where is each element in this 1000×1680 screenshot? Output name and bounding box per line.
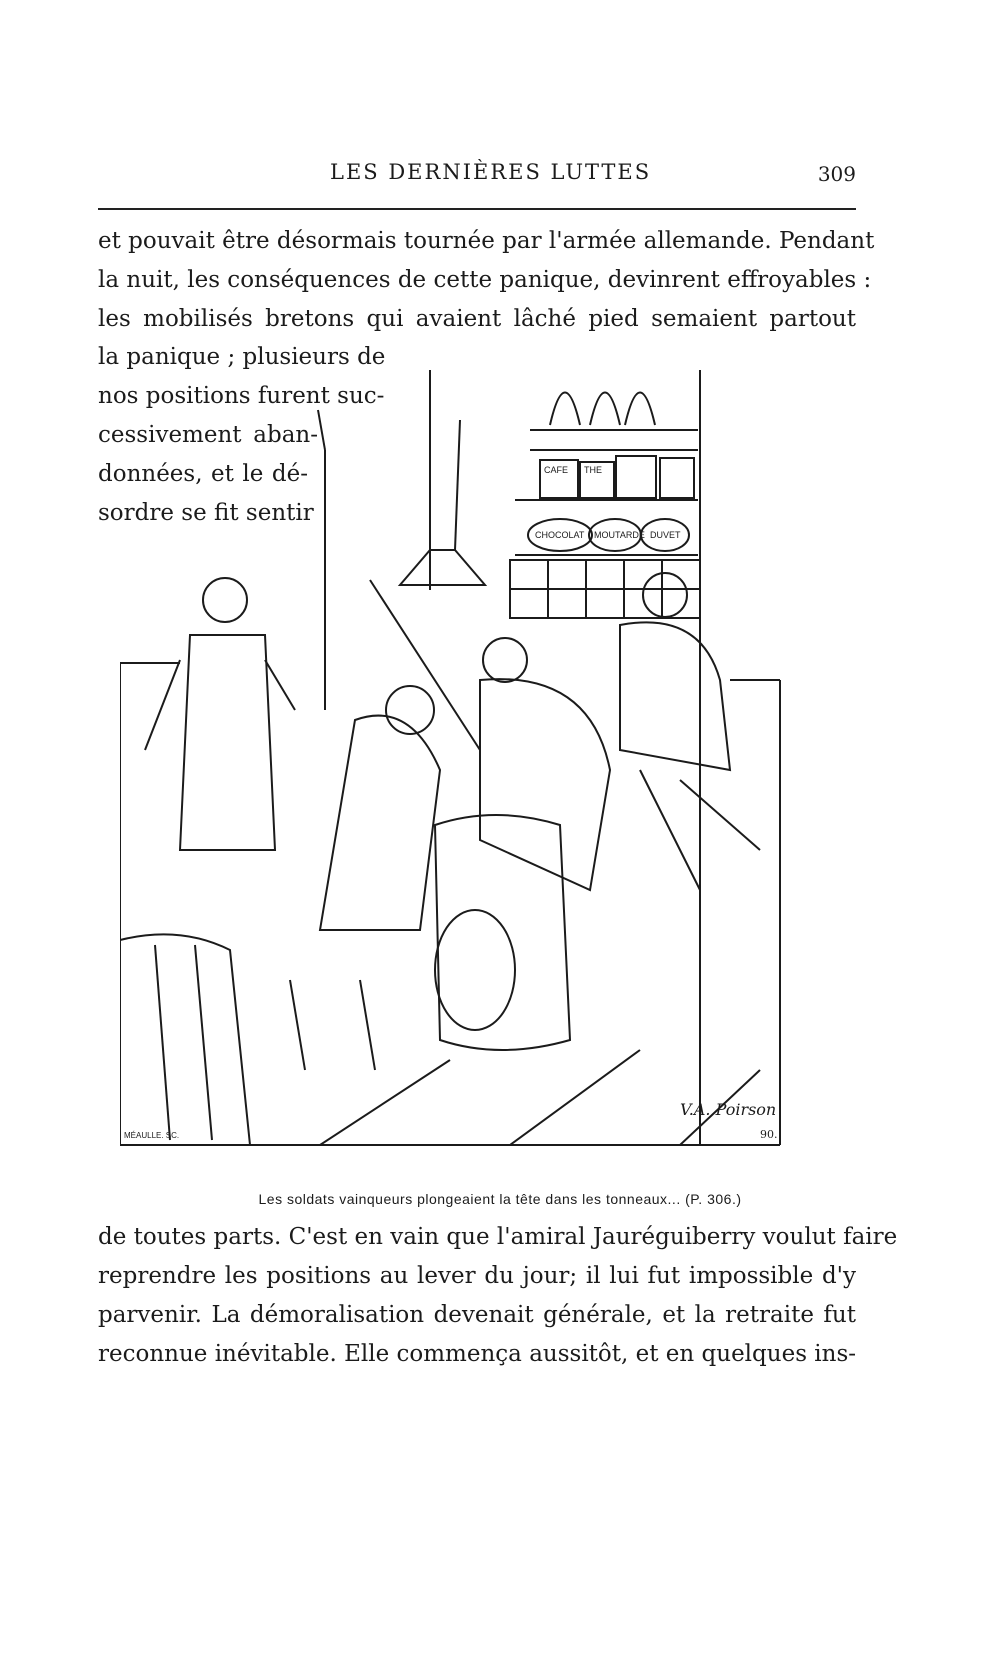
shelf-label: THE — [584, 465, 602, 475]
text-line: nos positions furent suc- — [98, 383, 385, 409]
text-line: de toutes parts. C'est en vain que l'amiral Jauréguiberry voulut faire — [98, 1224, 898, 1250]
text-line: les mobilisés bretons qui avaient lâché pied semaient partout — [98, 306, 856, 332]
text-line: sordre se fit sentir — [98, 500, 314, 526]
text-line: cessivement aban- — [98, 422, 318, 448]
running-title: LES DERNIÈRES LUTTES — [330, 160, 652, 184]
text-line: données, et le dé- — [98, 461, 308, 487]
text-line: parvenir. La démoralisation devenait générale, et la retraite fut — [98, 1302, 856, 1328]
shelf-label: MOUTARDE — [594, 530, 645, 540]
artist-signature-year: 90. — [760, 1128, 778, 1141]
illustration-caption: Les soldats vainqueurs plongeaient la tête dans les tonneaux... (P. 306.) — [258, 1191, 742, 1207]
shelf-label: CHOCOLAT — [535, 530, 585, 540]
text-line: la panique ; plusieurs de — [98, 344, 386, 370]
text-line: reconnue inévitable. Elle commença aussitôt, et en quelques ins- — [98, 1341, 857, 1367]
text-line: reprendre les positions au lever du jour; il lui fut impossible d'y — [98, 1263, 856, 1289]
text-line: et pouvait être désormais tournée par l'armée allemande. Pendant — [98, 228, 875, 254]
shelf-label: CAFE — [544, 465, 569, 475]
page-header — [98, 148, 856, 210]
artist-signature: V.A. Poirson — [680, 1100, 777, 1119]
page-number: 309 — [817, 162, 856, 186]
shelf-label: DUVET — [650, 530, 681, 540]
illustration-soldiers-in-grocery — [120, 370, 836, 1178]
engraver-signature: MÉAULLE. SC. — [124, 1131, 180, 1140]
text-line: la nuit, les conséquences de cette panique, devinrent effroyables : — [98, 267, 872, 293]
